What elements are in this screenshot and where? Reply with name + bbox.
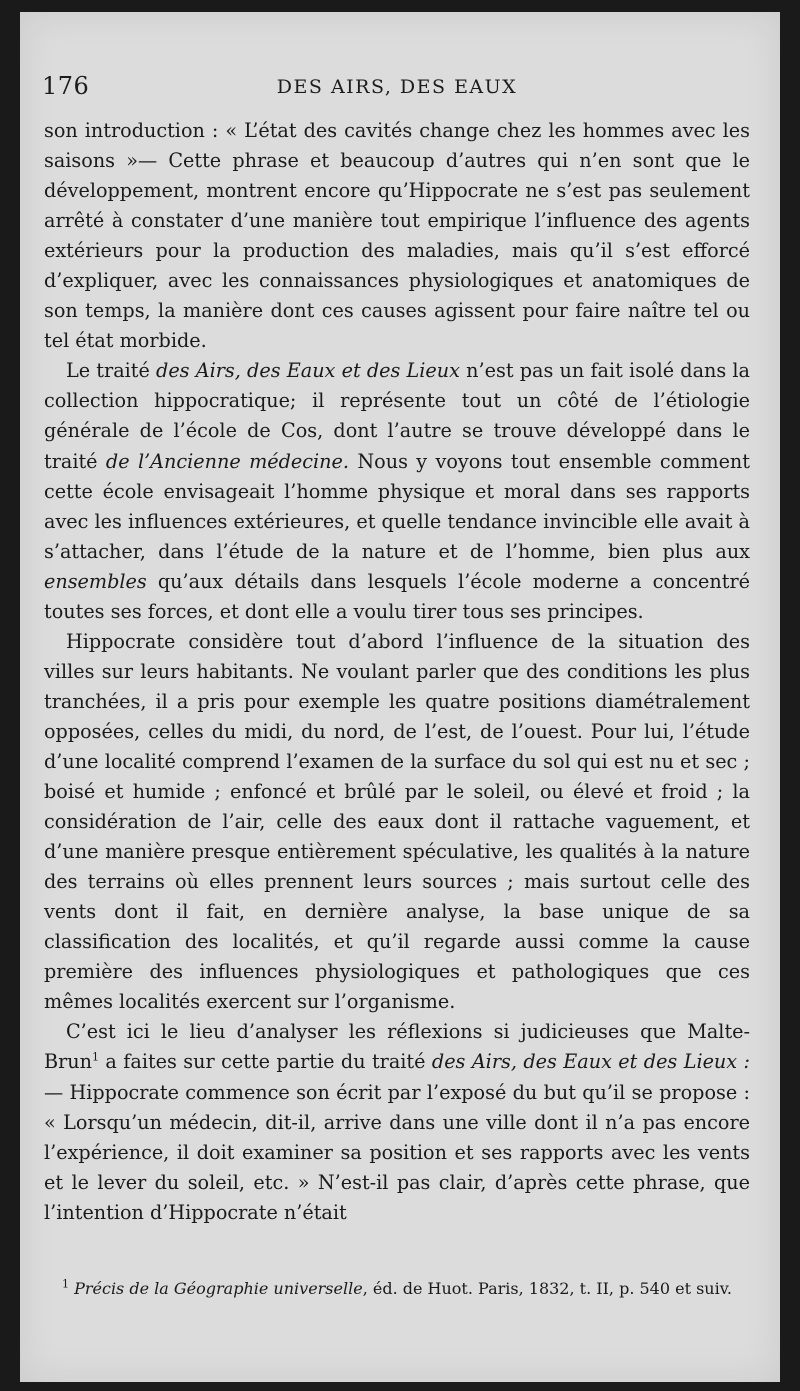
text-segment: Nous y voyons tout ensemble comment cette école envisageait l’homme physique et moral dans ses rapports avec les influences extérieures, et quelle tendance invincible elle avait à s’attacher, dans l’étude de la nature et de l’homme, bien plus aux <box>44 449 751 563</box>
paragraph <box>44 116 750 356</box>
footnote <box>44 1276 750 1302</box>
italic-title: des Airs, des Eaux et des Lieux : <box>431 1050 751 1074</box>
text-segment: , éd. de Huot. Paris, 1832, t. II, p. 540 et suiv. <box>362 1279 732 1298</box>
paragraph <box>44 356 750 626</box>
running-title: DES AIRS, DES EAUX <box>276 76 518 98</box>
text-segment: son introduction : « L’état des cavités change chez les hommes avec les saisons »— Cette phrase et beaucoup d’autres qui n’en sont que le développement, montrent encore qu’Hippocrate ne s’est pas seulement arrêté à constater d’une manière tout empirique l’influence des agents extérieurs pour la production des maladies, mais qu’il s’est efforcé d’expliquer, avec les connaissances physiologiques et anatomiques de son temps, la manière dont ces causes agissent pour faire naître tel ou tel état morbide. <box>44 119 750 353</box>
text-segment: C’est ici le lieu d’analyser les réflexions si judicieuses que Malte-Brun <box>44 1020 750 1074</box>
page-number: 176 <box>42 72 90 100</box>
paragraph <box>44 1017 750 1227</box>
text-segment: Hippocrate considère tout d’abord l’influence de la situation des villes sur leurs habitants. Ne voulant parler que des conditions les plus tranchées, il a pris pour exemple les quatre positions diamétralement opposées, celles du midi, du nord, de l’est, de l’ouest. Pour lui, l’étude d’une localité comprend l’examen de la surface du sol qui est nu et sec ; boisé et humide ; enfoncé et brûlé par le soleil, ou élevé et froid ; la considération de l’air, celle des eaux dont il rattache vaguement, et d’une manière presque entièrement spéculative, les qualités à la nature des terrains où elles prennent leurs sources ; mais surtout celle des vents dont il fait, en dernière analyse, la base unique de sa classification des localités, et qu’il regarde aussi comme la cause première des influences physiologiques et pathologiques que ces mêmes localités exercent sur l’organisme. <box>44 629 750 1014</box>
page-header <box>42 72 752 108</box>
body-text <box>44 116 750 1228</box>
text-segment: n’est pas un fait isolé dans la collection hippocratique; il représente tout un côté de l’étiologie générale de l’école de Cos, dont l’autre se trouve développé dans le traité <box>44 359 750 473</box>
text-segment: — Hippocrate commence son écrit par l’exposé du but qu’il se propose : « Lorsqu’un médecin, dit-il, arrive dans une ville dont il n’a pas encore l’expérience, il doit examiner sa position et ses rapports avec les vents et le lever du soleil, etc. » N’est-il pas clair, d’après cette phrase, que l’intention d’Hippocrate n’était <box>44 1080 750 1224</box>
footnote-marker: 1 <box>62 1277 69 1291</box>
footnote-marker: 1 <box>92 1051 99 1065</box>
footnote-line <box>44 1276 750 1302</box>
text-segment: qu’aux détails dans lesquels l’école moderne a concentré toutes ses forces, et dont elle a voulu tirer tous ses principes. <box>44 569 750 623</box>
book-page <box>20 12 780 1382</box>
text-segment: a faites sur cette partie du traité <box>99 1050 432 1074</box>
italic-title: des Airs, des Eaux et des Lieux <box>156 359 460 383</box>
text-segment: Le traité <box>66 359 157 383</box>
italic-title: de l’Ancienne médecine. <box>105 449 349 473</box>
paragraph <box>44 627 750 1018</box>
italic-title: Précis de la Géographie universelle <box>74 1279 363 1298</box>
italic-title: ensembles <box>44 569 147 593</box>
